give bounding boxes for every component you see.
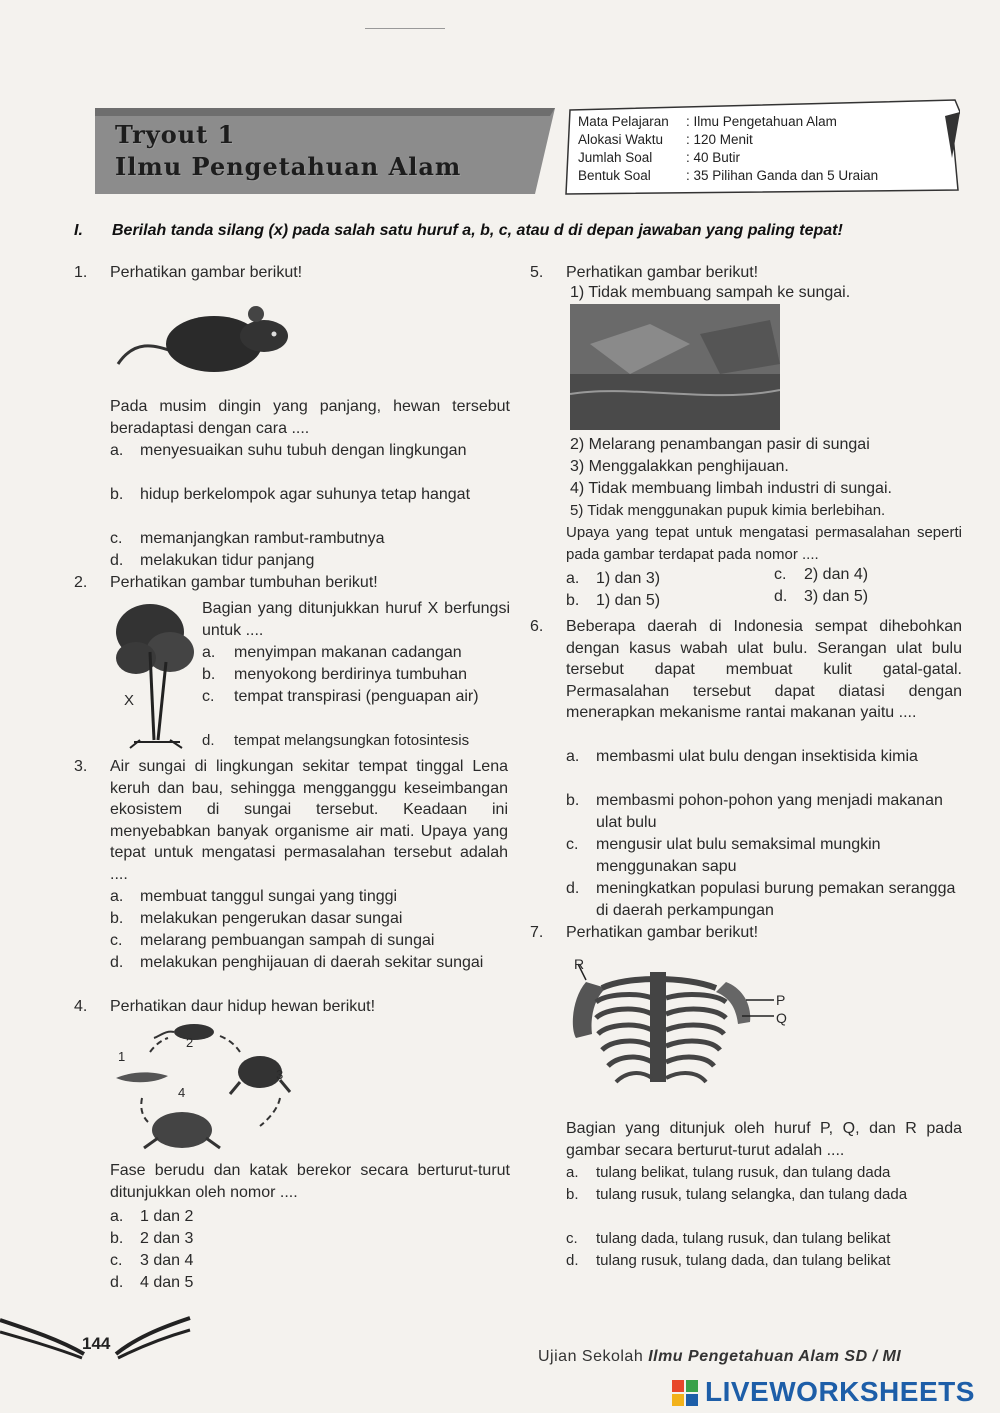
- question-5-stem: Upaya yang tepat untuk mengatasi permasalahan seperti pada gambar terdapat pada nomor ....: [566, 524, 962, 563]
- lifecycle-label-4: 4: [178, 1085, 186, 1100]
- info-time: Alokasi Waktu : 120 Menit: [578, 132, 753, 147]
- subject-info-box: [560, 98, 960, 190]
- question-4-stem: Fase berudu dan katak berekor secara berturut-turut ditunjukkan oleh nomor ....: [110, 1162, 510, 1201]
- tree-label-x: X: [124, 692, 135, 709]
- page-number: 144: [82, 1334, 111, 1353]
- info-box-frame: [560, 98, 960, 198]
- lifecycle-label-3: 3: [276, 1067, 284, 1082]
- ribcage-label-r: R: [574, 956, 585, 972]
- title-banner: [95, 108, 565, 194]
- question-2-stem: Bagian yang ditunjukkan huruf X berfungsi untuk ....: [202, 600, 510, 639]
- info-subject: Mata Pelajaran : Ilmu Pengetahuan Alam: [578, 114, 837, 129]
- info-count: Jumlah Soal : 40 Butir: [578, 150, 741, 165]
- question-7-stem: Bagian yang ditunjuk oleh huruf P, Q, dan R pada gambar secara berturut-turut adalah ....: [566, 1120, 962, 1159]
- liveworksheets-brand[interactable]: LIVEWORKSHEETS: [705, 1376, 975, 1407]
- tree-image: [110, 602, 200, 752]
- section-instruction: I. Berilah tanda silang (x) pada salah satu huruf a, b, c, atau d di depan jawaban yang paling tepat!: [74, 222, 843, 239]
- info-form: Bentuk Soal : 35 Pilihan Ganda dan 5 Uraian: [578, 168, 879, 183]
- question-1-stem: Pada musim dingin yang panjang, hewan tersebut beradaptasi dengan cara ....: [110, 398, 510, 437]
- left-column: 1. Perhatikan gambar berikut! Pada musim dingin yang panjang, hewan tersebut beradaptasi dengan cara .... a. menyesuaikan suhu tubuh dengan lingkungan b. hidup berkelompok agar suhunya tetap hangat c. memanjangkan rambut-rambutnya d. melakukan tidur panjang 2. Perhatikan gambar tumbuhan berikut! X Bagian yang ditunjukkan huruf X berfungsi untuk .... a. menyimpan makanan cadangan b. menyokong berdirinya tumbuhan c. tempat transpirasi (penguapan air) d. tempat melangsungkan fotosintesis 3. Air sungai di lingkungan sekitar tempat tinggal Lena keruh dan bau, sehingga mengganggu keseimbangan ekosistem di sungai tersebut. Keadaan ini menyebabkan banyak organisme air mati. Upaya yang tepat untuk mengatasi permasalahan tersebut adalah .... a. membuat tanggul sungai yang tinggi b. melakukan pengerukan dasar sungai c. melarang pembuangan sampah di sungai d. melakukan penghijauan di daerah sekitar sungai 4. Perhatikan daur hidup hewan berikut! 1 2 3 4 Fase berudu dan katak berekor secara berturut-turut ditunjukkan oleh nomor .... a. 1 dan 2 b. 2 dan 3 c. 3 dan 4 d. 4 dan 5: [74, 264, 510, 1291]
- top-rule: [365, 28, 445, 29]
- banner-title-line2: Ilmu Pengetahuan Alam: [115, 152, 462, 181]
- q5-item-2: 2) Melarang penambangan pasir di sungai: [570, 436, 870, 453]
- q5-item-3: 3) Menggalakkan penghijauan.: [570, 458, 789, 475]
- ribcage-label-p: P: [776, 992, 786, 1008]
- frog-lifecycle-image: [110, 1022, 300, 1152]
- q5-item-4: 4) Tidak membuang limbah industri di sungai.: [570, 480, 892, 497]
- q5-item-5: 5) Tidak menggunakan pupuk kimia berlebihan.: [570, 502, 886, 519]
- river-pollution-image: [570, 304, 780, 430]
- lifecycle-label-1: 1: [118, 1049, 126, 1064]
- right-column: 5. Perhatikan gambar berikut! 1) Tidak membuang sampah ke sungai. 2) Melarang penambangan pasir di sungai 3) Menggalakkan penghijauan. 4) Tidak membuang limbah industri di sungai. 5) Tidak menggunakan pupuk kimia berlebihan. Upaya yang tepat untuk mengatasi permasalahan seperti pada gambar terdapat pada nomor .... a. 1) dan 3) b. 1) dan 5) c. 2) dan 4) d. 3) dan 5) 6. Beberapa daerah di Indonesia sempat dihebohkan dengan kasus wabah ulat bulu. Serangan ulat bulu tersebut dapat membuat kulit gatal-gatal. Permasalahan tersebut dapat diatasi dengan menerapkan mekanisme rantai makanan yaitu .... a. membasmi ulat bulu dengan insektisida kimia b. membasmi pohon-pohon yang menjadi makanan ulat bulu c. mengusir ulat bulu semaksimal mungkin menggunakan sapu d. meningkatkan populasi burung pemakan serangga di daerah perkampungan 7. Perhatikan gambar berikut! R P Q Bagian yang ditunjuk oleh huruf P, Q, dan R pada gambar secara berturut-turut adalah .... a. tulang belikat, tulang rusuk, dan tulang dada b. tulang rusuk, tulang selangka, dan tulang dada c. tulang dada, tulang rusuk, dan tulang belikat d. tulang rusuk, tulang dada, dan tulang belikat: [530, 264, 962, 1269]
- banner-title-line1: Tryout 1: [115, 120, 236, 149]
- q5-item-1: 1) Tidak membuang sampah ke sungai.: [570, 284, 851, 301]
- book-title: Ujian Sekolah Ilmu Pengetahuan Alam SD / MI: [538, 1348, 902, 1365]
- rat-image: [114, 300, 294, 380]
- lifecycle-label-2: 2: [186, 1035, 194, 1050]
- ribcage-label-q: Q: [776, 1010, 787, 1026]
- liveworksheets-logo-icon: [672, 1380, 698, 1406]
- ribcage-image: [566, 958, 806, 1108]
